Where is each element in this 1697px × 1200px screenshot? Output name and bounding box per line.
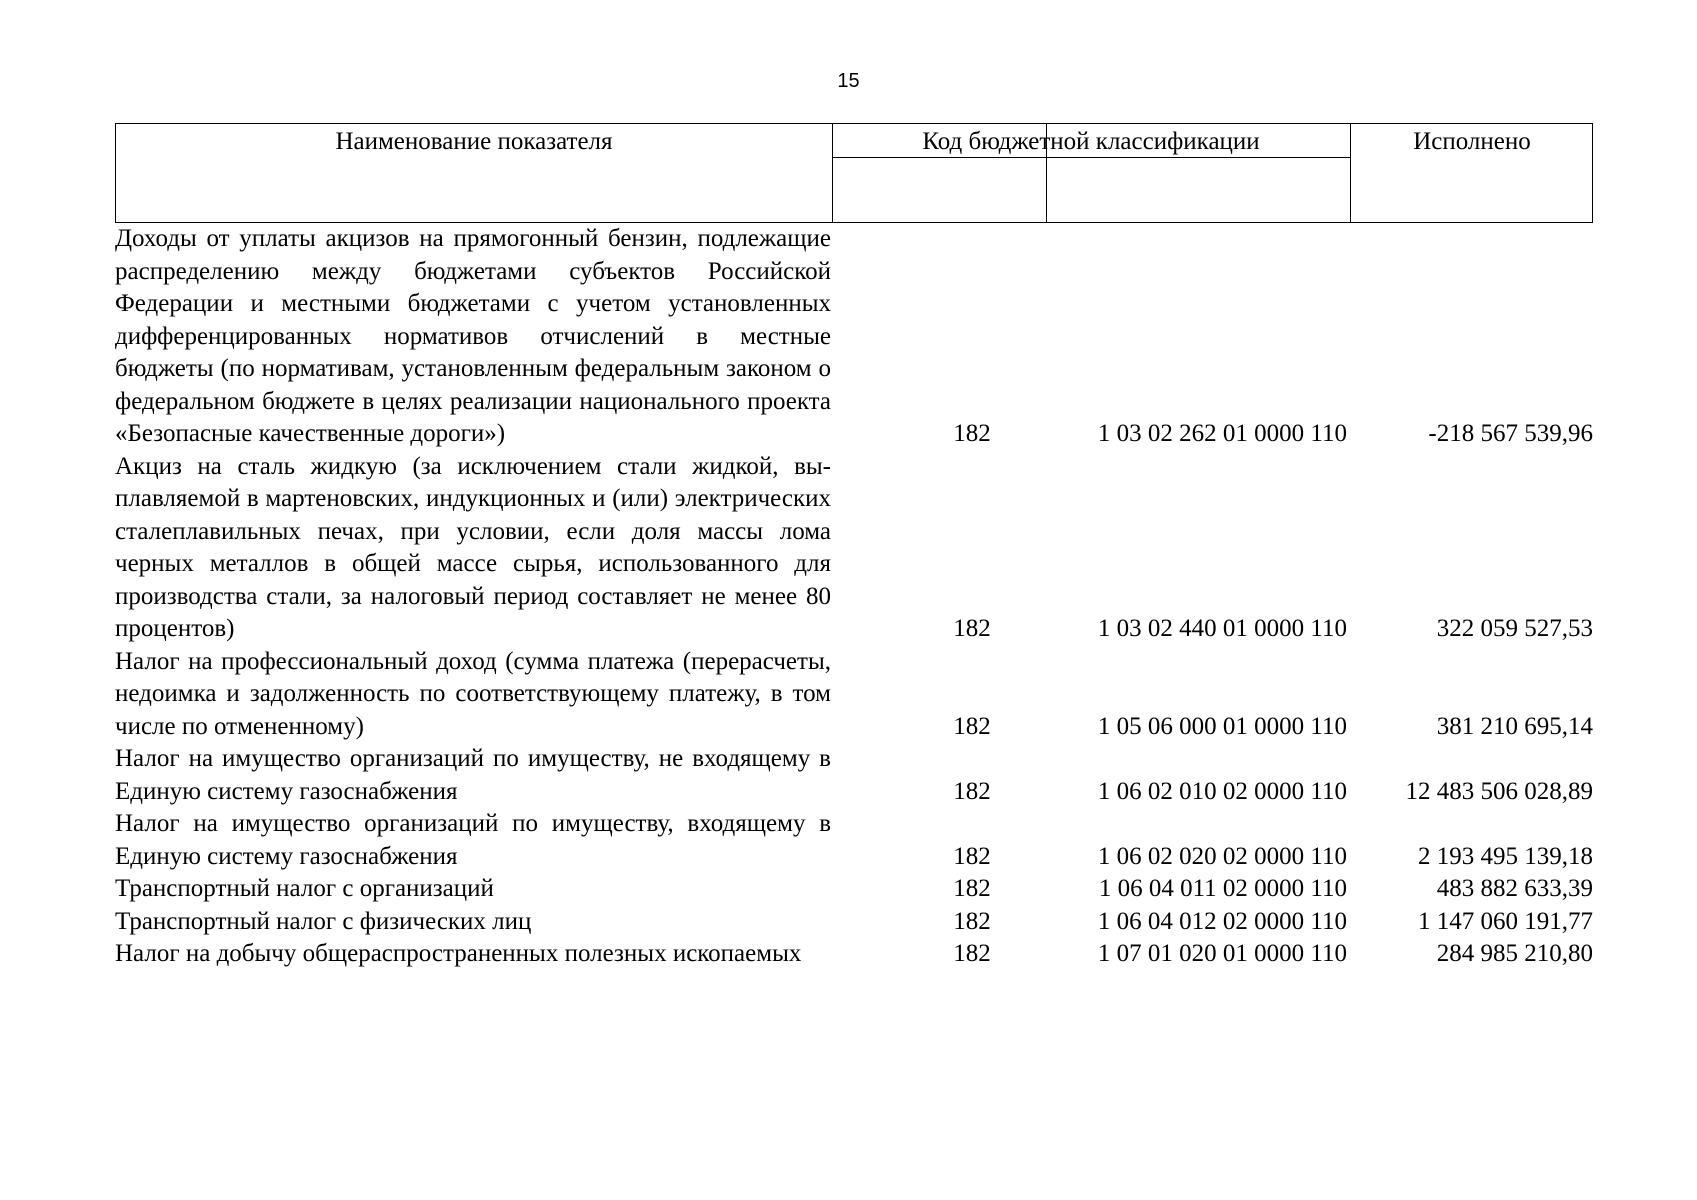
table-row xyxy=(115,743,1593,808)
row-admin-code: 182 xyxy=(953,777,991,805)
row-admin-code: 182 xyxy=(953,875,991,902)
table-row xyxy=(115,646,1593,744)
row-admin-code: 182 xyxy=(953,842,991,870)
row-classification-code: 1 03 02 440 01 0000 110 xyxy=(1097,615,1347,642)
header-executed: Исполнено xyxy=(1413,128,1531,155)
row-amount: 284 985 210,80 xyxy=(1436,940,1593,967)
header-name: Наименование показателя xyxy=(335,128,613,155)
row-admin-code: 182 xyxy=(953,907,991,935)
row-classification-code: 1 06 02 010 02 0000 110 xyxy=(1097,777,1347,805)
table-header xyxy=(115,123,1593,223)
row-admin-code: 182 xyxy=(953,712,991,740)
page-number: 15 xyxy=(837,70,860,92)
row-classification-code: 1 06 04 011 02 0000 110 xyxy=(1098,875,1347,902)
row-name: Доходы от уплаты акцизов на прямогонный бензин, подлежащие распределению между бюджетами субъектов Российской Федерации и местными бюджетами с учетом установленных дифференцированных нормативов отчислений в местные бюджеты (по нормативам, установленным федеральным законом о федеральном бюджете в целях реализации национального проекта «Безопасные качественные дороги») xyxy=(115,225,831,447)
row-amount: 2 193 495 139,18 xyxy=(1418,842,1593,870)
row-name: Налог на имущество организаций по имуществу, входящему в Единую систему газоснабжения xyxy=(115,810,831,870)
row-name: Налог на профессиональный доход (сумма платежа (перерасчеты, недоимка и задолженность по соответствующему платежу, в том числе по отмененному) xyxy=(115,647,831,740)
table-row xyxy=(115,808,1593,873)
row-amount: 12 483 506 028,89 xyxy=(1405,777,1593,805)
row-classification-code: 1 05 06 000 01 0000 110 xyxy=(1097,712,1347,740)
row-admin-code: 182 xyxy=(953,615,991,642)
row-amount: 483 882 633,39 xyxy=(1436,875,1593,902)
table-row xyxy=(115,906,1593,939)
row-classification-code: 1 07 01 020 01 0000 110 xyxy=(1097,940,1347,967)
row-admin-code: 182 xyxy=(953,420,991,447)
table-row xyxy=(115,938,1593,971)
row-name: Транспортный налог с физических лиц xyxy=(115,907,532,935)
row-name: Акциз на сталь жидкую (за исключением стали жидкой, выплавляемой в мартеновских, индукционных и (или) электрических сталеплавильных печах, при условии, если доля массы лома черных металлов в общей массе сырья, использованного для производства стали, за налоговый период составляет не менее 80 процентов) xyxy=(115,452,831,642)
row-amount: -218 567 539,96 xyxy=(1428,420,1593,447)
row-name: Налог на добычу общераспространенных полезных ископаемых xyxy=(115,940,802,967)
row-name: Налог на имущество организаций по имуществу, не входящему в Единую систему газоснабжения xyxy=(115,745,831,805)
row-classification-code: 1 06 02 020 02 0000 110 xyxy=(1097,842,1347,870)
table-row xyxy=(115,451,1593,646)
row-amount: 1 147 060 191,77 xyxy=(1418,907,1593,935)
header-code: Код бюджетной классификации xyxy=(922,128,1260,155)
table-row xyxy=(115,873,1593,906)
table-body xyxy=(115,223,1593,971)
row-amount: 322 059 527,53 xyxy=(1436,615,1593,642)
row-name: Транспортный налог с организаций xyxy=(115,875,494,902)
row-classification-code: 1 06 04 012 02 0000 110 xyxy=(1097,907,1347,935)
row-admin-code: 182 xyxy=(953,940,991,967)
row-amount: 381 210 695,14 xyxy=(1436,712,1593,740)
header-subdivider xyxy=(832,157,1350,158)
row-classification-code: 1 03 02 262 01 0000 110 xyxy=(1097,420,1347,447)
table-row xyxy=(115,223,1593,451)
